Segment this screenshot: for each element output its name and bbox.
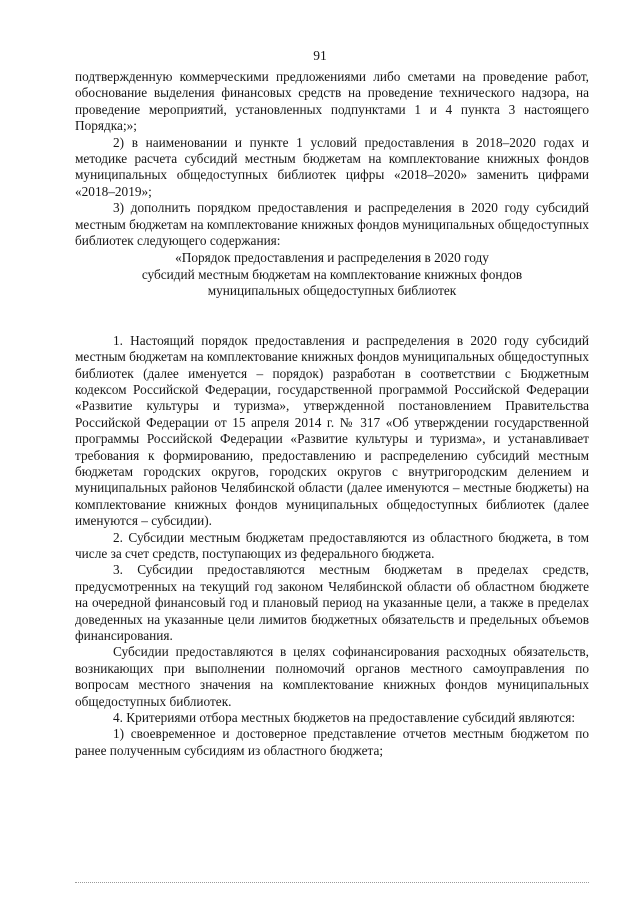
paragraph-continuation: подтвержденную коммерческими предложениями либо сметами на проведение работ, обоснование выделения финансовых средств на проведение технического надзора, на проведение мероприятий, установленных подпунктами 1 и 4 пункта 3 настоящего Порядка;»; — [75, 69, 589, 134]
footer-divider — [75, 882, 589, 883]
paragraph-item-2: 2) в наименовании и пункте 1 условий предоставления в 2018–2020 годах и методике расчета субсидий местным бюджетам на комплектование книжных фондов муниципальных общедоступных библиотек цифры «2018–2020» заменить цифрами «2018–2019»; — [75, 134, 589, 199]
clause-1: 1. Настоящий порядок предоставления и распределения в 2020 году субсидий местным бюджетам на комплектование книжных фондов муниципальных общедоступных библиотек (далее именуется – порядок) разработан в соответствии с Бюджетным кодексом Российской Федерации, государственной программой Российской Федерации «Развитие культуры и туризма», утвержденной постановлением Правительства Российской Федерации от 15 апреля 2014 г. № 317 «Об утверждении государственной программы Российской Федерации «Развитие культуры и туризма», и устанавливает требования к формированию, предоставлению и распределению субсидий местным бюджетам городских округов, городских округов с внутригородским делением и муниципальных районов Челябинской области (далее именуются – местные бюджеты) на комплектование книжных фондов муниципальных общедоступных библиотек (далее именуются – субсидии). — [75, 332, 589, 529]
clause-4-item-1: 1) своевременное и достоверное представление отчетов местным бюджетом по ранее полученным субсидиям из областного бюджета; — [75, 726, 589, 758]
document-body — [75, 69, 589, 759]
section-heading-line-1: «Порядок предоставления и распределения в 2020 году — [175, 250, 489, 266]
section-heading-line-2: субсидий местным бюджетам на комплектование книжных фондов — [141, 266, 523, 282]
section-heading — [75, 250, 589, 299]
clause-4: 4. Критериями отбора местных бюджетов на предоставление субсидий являются: — [113, 710, 576, 726]
clause-3-purpose: Субсидии предоставляются в целях софинансирования расходных обязательств, возникающих при выполнении полномочий органов местного самоуправления по вопросам местного значения на комплектование книжных фондов муниципальных общедоступных библиотек. — [75, 644, 589, 709]
clause-2: 2. Субсидии местным бюджетам предоставляются из областного бюджета, в том числе за счет средств, поступающих из федерального бюджета. — [75, 529, 589, 561]
paragraph-item-3: 3) дополнить порядком предоставления и распределения в 2020 году субсидий местным бюджетам на комплектование книжных фондов муниципальных общедоступных библиотек следующего содержания: — [75, 200, 589, 249]
clause-3: 3. Субсидии предоставляются местным бюджетам в пределах средств, предусмотренных на текущий год законом Челябинской области об областном бюджете на очередной финансовый год и плановый период на указанные цели, а также в пределах доведенных на указанные цели лимитов бюджетных обязательств и предельных объемов финансирования. — [75, 562, 589, 643]
page-number: 91 — [313, 48, 327, 63]
section-heading-line-3: муниципальных общедоступных библиотек — [207, 283, 457, 299]
